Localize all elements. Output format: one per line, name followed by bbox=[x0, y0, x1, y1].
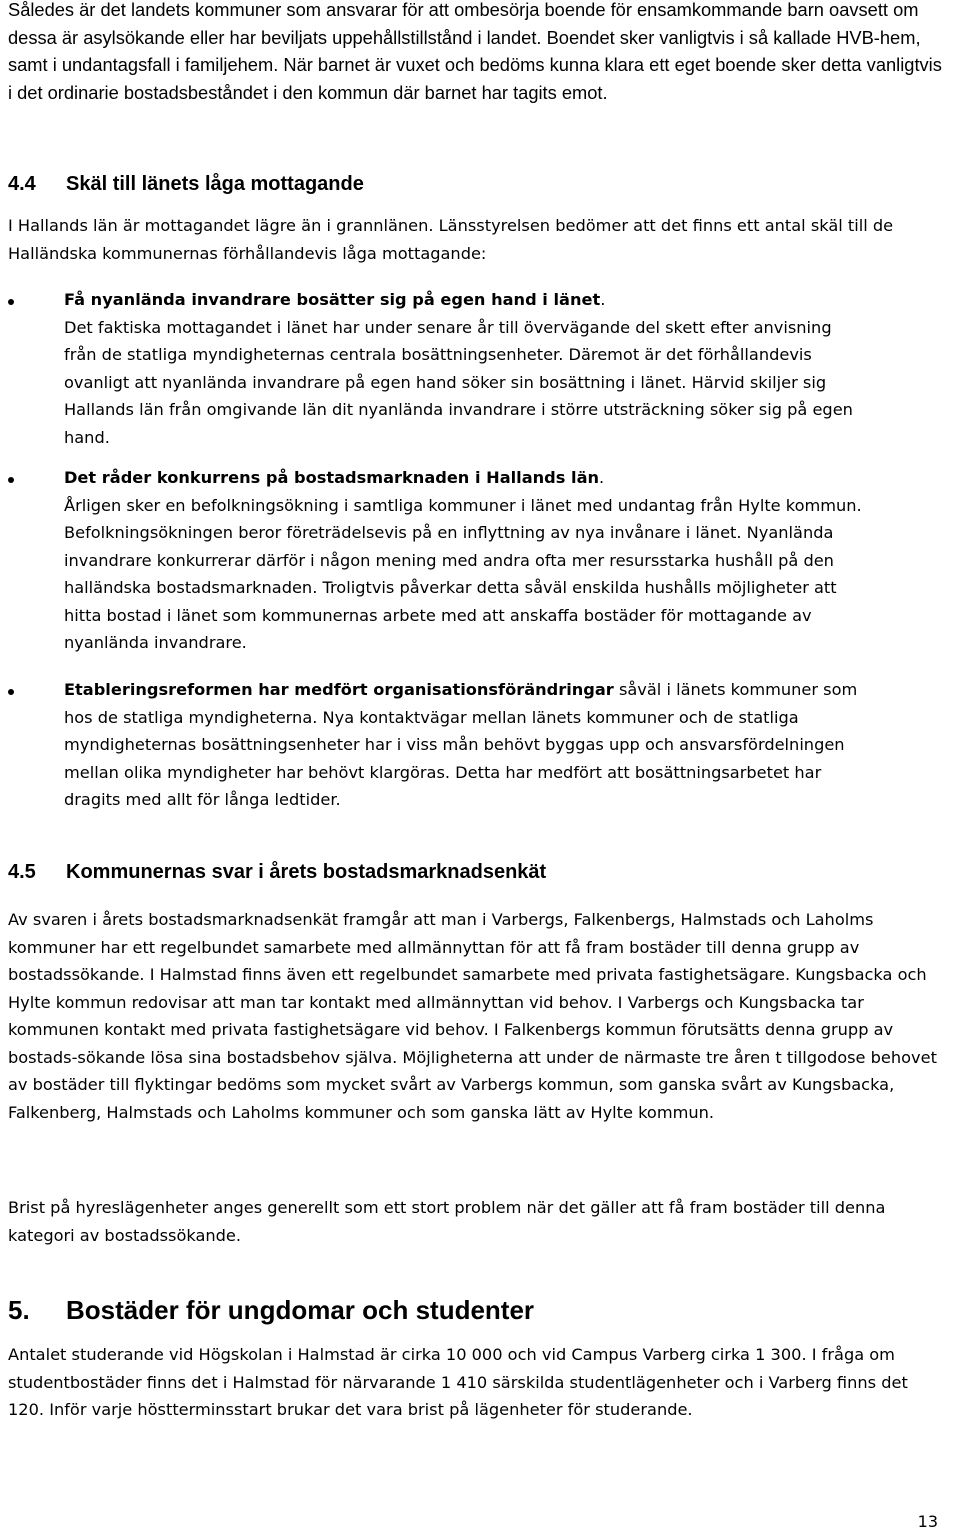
section-number: 4.5 bbox=[8, 861, 36, 883]
bullet-content bbox=[64, 286, 864, 451]
section-heading-5 bbox=[8, 1294, 534, 1326]
section-heading-4-4 bbox=[8, 172, 364, 196]
section-number: 5. bbox=[8, 1295, 30, 1325]
section-4-5-paragraph: Av svaren i årets bostadsmarknadsenkät framgår att man i Varbergs, Falkenbergs, Halmstads och Laholms kommuner har ett regelbundet samarbete med allmännyttan för att få fram bostäder till denna grupp av bostadssökande. I Halmstad finns även ett regelbundet samarbete med privata fastighetsägare. Kungsbacka och Hylte kommun redovisar att man tar kontakt med allmännyttan vid behov. I Varbergs och Kungsbacka tar kommunen kontakt med privata fastighetsägare vid behov. I Falkenbergs kommun förutsätts denna grupp av bostads-sökande lösa sina bostadsbehov själva. Möjligheterna att under de närmaste tre åren t tillgodose behovet av bostäder till flyktingar bedöms som mycket svårt av Varbergs kommun, som ganska svårt av Kungsbacka, Falkenberg, Halmstads och Laholms kommuner och som ganska lätt av Hylte kommun. bbox=[8, 910, 937, 1122]
bullet-content bbox=[64, 464, 864, 657]
page-number: 13 bbox=[917, 1512, 938, 1531]
bullet-dot-icon bbox=[8, 477, 14, 483]
bullet-heading: Få nyanlända invandrare bosätter sig på egen hand i länet bbox=[64, 290, 601, 309]
section-title: Bostäder för ungdomar och studenter bbox=[66, 1295, 535, 1325]
section-5-paragraph: Antalet studerande vid Högskolan i Halmstad är cirka 10 000 och vid Campus Varberg cirka 1 300. I fråga om studentbostäder finns det i Halmstad för närvarande 1 410 särskilda studentlägenheter och i Varberg finns det 120. Inför varje höstterminsstart brukar det vara brist på lägenheter för studerande. bbox=[8, 1345, 908, 1419]
section-number: 4.4 bbox=[8, 173, 36, 195]
bullet-dot-icon bbox=[8, 299, 14, 305]
bullet-text: Det faktiska mottagandet i länet har under senare år till övervägande del skett efter anvisning från de statliga myndigheternas centrala bosättningsenheter. Däremot är det förhållandevis ovanligt att nyanlända invandrare på egen hand söker sin bosättning i länet. Härvid skiljer sig Hallands län från omgivande län dit nyanlända invandrare i större utsträckning söker sig på egen hand. bbox=[64, 317, 853, 447]
bullet-heading: Det råder konkurrens på bostadsmarknaden i Hallands län bbox=[64, 468, 600, 487]
section-4-5-paragraph: Brist på hyreslägenheter anges generellt som ett stort problem när det gäller att få fram bostäder till denna kategori av bostadssökande. bbox=[8, 1198, 886, 1245]
bullet-text: Nya kontaktvägar mellan länets kommuner och de statliga myndigheternas bosättningsenheter har i viss mån behövt byggas upp och ansvarsfördelningen mellan olika myndigheter har behövt klargöras. Detta har medfört att bosättningsarbetet har dragits med allt för långa ledtider. bbox=[64, 707, 845, 809]
intro-paragraph: Således är det landets kommuner som ansvarar för att ombesörja boende för ensamkommande barn oavsett om dessa är asylsökande eller har beviljats uppehållstillstånd i landet. Boendet sker vanligtvis i så kallade HVB-hem, samt i undantagsfall i familjehem. När barnet är vuxet och bedöms kunna klara ett eget boende sker detta vanligtvis i det ordinarie bostadsbeståndet i den kommun där barnet har tagits emot. bbox=[8, 0, 942, 103]
bullet-heading: Etableringsreformen har medfört organisationsförändringar bbox=[64, 680, 614, 699]
bullet-heading-suffix: såväl i länets kommuner som hos de statliga myndigheterna. bbox=[64, 680, 858, 727]
section-title: Skäl till länets låga mottagande bbox=[66, 173, 364, 195]
bullet-text: Årligen sker en befolkningsökning i samtliga kommuner i länet med undantag från Hylte kommun. Befolkningsökningen beror företrädelsevis på en inflyttning av nya invånare i länet. Nyanlända invandrare konkurrerar därför i någon mening med andra ofta mer resursstarka hushåll på den halländska bostadsmarknaden. Troligtvis påverkar detta såväl enskilda hushålls möjligheter att hitta bostad i länet som kommunernas arbete med att anskaffa bostäder för mottagande av nyanlända invandrare. bbox=[64, 495, 862, 652]
bullet-heading-suffix: . bbox=[599, 468, 605, 487]
section-4-4-intro: I Hallands län är mottagandet lägre än i grannlänen. Länsstyrelsen bedömer att det finns ett antal skäl till de Halländska kommunernas förhållandevis låga mottagande: bbox=[8, 216, 894, 263]
section-title: Kommunernas svar i årets bostadsmarknadsenkät bbox=[66, 861, 547, 883]
section-heading-4-5 bbox=[8, 860, 546, 884]
bullet-dot-icon bbox=[8, 689, 14, 695]
bullet-content bbox=[64, 676, 864, 814]
bullet-heading-suffix: . bbox=[600, 290, 606, 309]
